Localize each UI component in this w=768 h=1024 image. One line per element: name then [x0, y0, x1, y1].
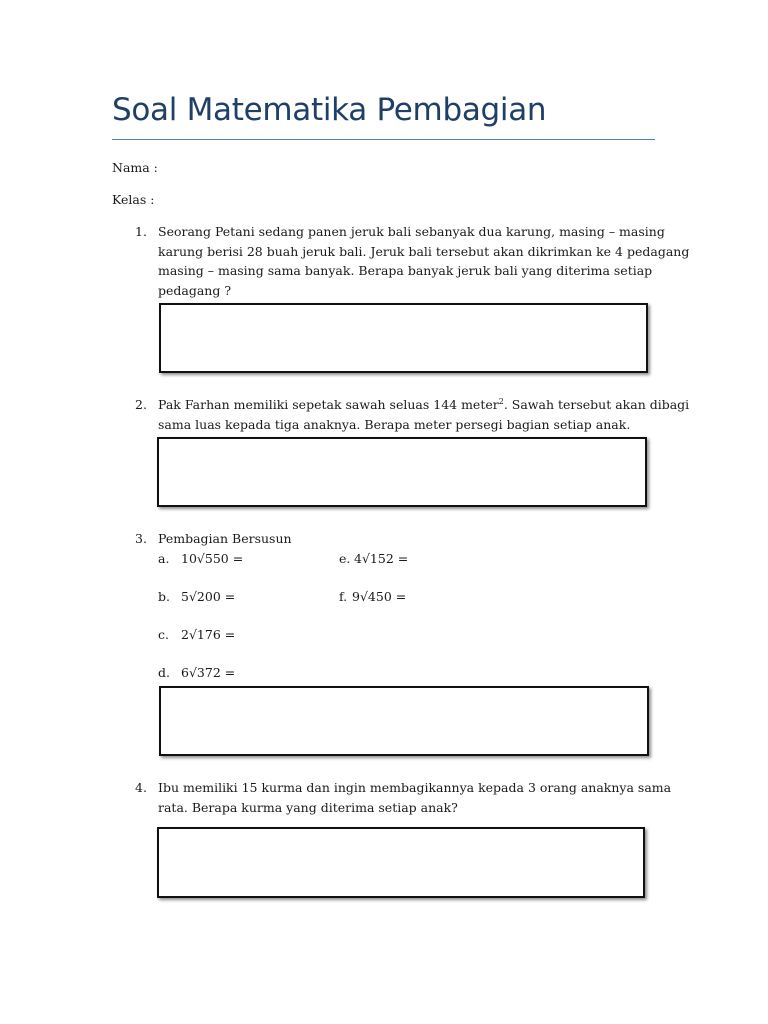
page-title: Soal Matematika Pembagian	[112, 92, 547, 128]
item-expression: 6√372 =	[181, 665, 236, 680]
question-1-answer-box[interactable]	[159, 303, 648, 373]
item-expression: 5√200 =	[181, 589, 236, 604]
question-4-answer-box[interactable]	[157, 827, 645, 898]
item-expression: 4√152 =	[354, 551, 409, 566]
division-item-f	[339, 587, 406, 607]
question-1-text	[158, 222, 690, 300]
item-expression: 9√450 =	[352, 589, 407, 604]
item-letter: d.	[158, 665, 170, 680]
question-3-answer-box[interactable]	[159, 686, 649, 756]
question-4-number: 4.	[135, 780, 147, 795]
question-2-text	[158, 395, 690, 434]
question-4-line: Ibu memiliki 15 kurma dan ingin membagikannya kepada 3 orang anaknya sama	[158, 780, 672, 795]
square-superscript: 2	[498, 396, 504, 406]
item-expression: 10√550 =	[181, 551, 244, 566]
question-1-line: Seorang Petani sedang panen jeruk bali sebanyak dua karung, masing – masing	[158, 224, 665, 239]
question-2-line	[158, 395, 690, 415]
question-2-line: sama luas kepada tiga anaknya. Berapa meter persegi bagian setiap anak.	[158, 416, 631, 432]
question-4-text	[158, 778, 672, 817]
question-2-number: 2.	[135, 397, 147, 412]
question-1-line: karung berisi 28 buah jeruk bali. Jeruk bali tersebut akan dikrimkan ke 4 pedagang	[158, 243, 690, 259]
question-1-number: 1.	[135, 224, 147, 239]
name-label: Nama :	[112, 160, 158, 175]
item-letter: a.	[158, 551, 170, 566]
division-item-c	[158, 625, 235, 645]
item-expression: 2√176 =	[181, 627, 236, 642]
item-letter: b.	[158, 589, 170, 604]
question-1-line: masing – masing sama banyak. Berapa banyak jeruk bali yang diterima setiap	[158, 263, 653, 278]
question-2-line1-start: Pak Farhan memiliki sepetak sawah seluas 144 meter	[158, 397, 499, 412]
question-3-number: 3.	[135, 531, 147, 546]
title-divider	[112, 139, 655, 140]
question-1-line: pedagang ?	[158, 282, 232, 298]
division-item-d	[158, 663, 235, 683]
item-letter: e.	[339, 551, 351, 566]
question-2-line1-end: . Sawah tersebut akan dibagi	[503, 397, 690, 412]
division-item-a	[158, 549, 243, 569]
division-item-e	[339, 549, 408, 569]
item-letter: f.	[339, 589, 348, 604]
item-letter: c.	[158, 627, 169, 642]
class-label: Kelas :	[112, 192, 155, 207]
division-item-b	[158, 587, 235, 607]
question-2-answer-box[interactable]	[157, 437, 647, 507]
question-3-heading: Pembagian Bersusun	[158, 531, 292, 546]
question-4-line: rata. Berapa kurma yang diterima setiap anak?	[158, 799, 458, 815]
